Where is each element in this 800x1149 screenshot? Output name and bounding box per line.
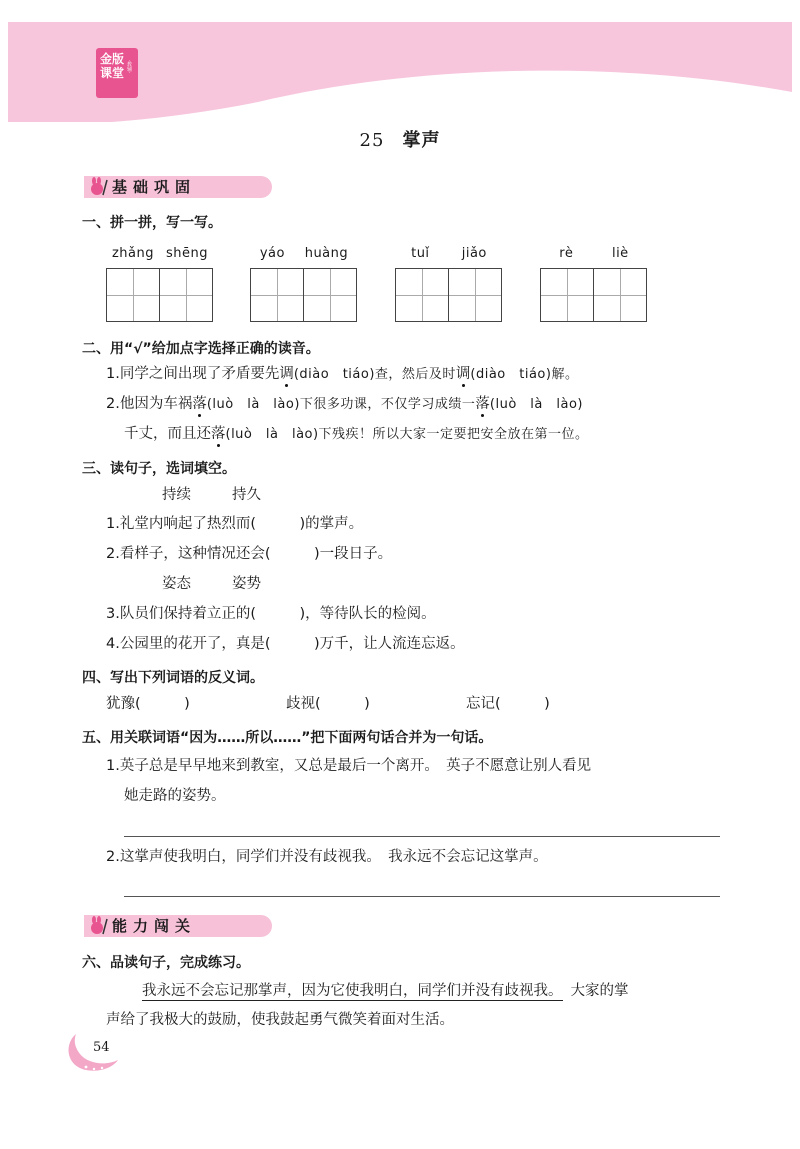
question-5-sentence-1-line-1: 1.英子总是早早地来到教室，又总是最后一个离开。 英子不愿意让别人看见 xyxy=(106,758,592,774)
writing-grid-3[interactable] xyxy=(395,268,502,322)
dotted-char: 落 xyxy=(211,426,226,442)
question-2-item-2: 2.他因为车祸落(luò là lào)下很多功课，不仅学习成绩一落(luò là lào) xyxy=(106,396,583,412)
question-4-prompt: 四、写出下列词语的反义词。 xyxy=(82,670,264,686)
writing-cell[interactable] xyxy=(106,268,160,322)
pinyin-group-4: rè liè xyxy=(559,246,629,261)
question-3-sentence-1: 1.礼堂内响起了热烈而( )的掌声。 xyxy=(106,516,364,532)
publisher-logo: 金版 课堂 ·教辅· xyxy=(96,48,138,98)
dotted-char: 调 xyxy=(279,366,294,382)
pinyin-group-3: tuǐ jiǎo xyxy=(411,246,487,261)
dotted-char: 调 xyxy=(455,366,471,382)
word-choice-2b: 姿势 xyxy=(232,576,261,592)
lesson-name: 掌声 xyxy=(402,130,441,151)
writing-cell[interactable] xyxy=(395,268,449,322)
question-2-item-2-continued: 千丈，而且还落(luò là lào)下残疾！所以大家一定要把安全放在第一位。 xyxy=(124,426,589,442)
question-3-prompt: 三、读句子，选词填空。 xyxy=(82,461,236,477)
rabbit-pencil-icon xyxy=(88,177,108,197)
dotted-char: 落 xyxy=(475,396,490,412)
section-header-basics: 基础巩固 xyxy=(84,176,272,198)
question-3-sentence-4: 4.公园里的花开了，真是( )万千，让人流连忘返。 xyxy=(106,636,465,652)
word-choice-1b: 持久 xyxy=(232,487,261,503)
question-5-sentence-1-line-2: 她走路的姿势。 xyxy=(124,788,226,804)
antonym-blank-1[interactable]: 犹豫( ) xyxy=(106,696,190,712)
answer-line-2[interactable] xyxy=(124,896,720,897)
writing-grid-2[interactable] xyxy=(250,268,357,322)
writing-cell[interactable] xyxy=(540,268,594,322)
section-header-ability: 能力闯关 xyxy=(84,915,272,937)
question-5-sentence-2: 2.这掌声使我明白，同学们并没有歧视我。 我永远不会忘记这掌声。 xyxy=(106,849,548,865)
lesson-number: 25 xyxy=(359,130,385,151)
pinyin-group-1: zhǎng shēng xyxy=(111,246,208,261)
question-2-item-1: 1.同学之间出现了矛盾要先调(diào tiáo)查，然后及时调(diào tiáo)解。 xyxy=(106,366,579,382)
writing-cell[interactable] xyxy=(303,268,357,322)
dotted-char: 落 xyxy=(192,396,207,412)
antonym-blank-2[interactable]: 歧视( ) xyxy=(286,696,370,712)
word-choice-2a: 姿态 xyxy=(162,576,191,592)
moon-page-badge xyxy=(62,1030,122,1074)
rabbit-pencil-icon xyxy=(88,916,108,936)
question-3-sentence-3: 3.队员们保持着立正的( )，等待队长的检阅。 xyxy=(106,606,436,622)
pinyin-group-2: yáo huàng xyxy=(259,246,349,261)
question-6-prompt: 六、品读句子，完成练习。 xyxy=(82,955,250,971)
lesson-title xyxy=(0,126,800,152)
question-1-prompt: 一、拼一拼，写一写。 xyxy=(82,215,222,231)
question-5-prompt: 五、用关联词语“因为……所以……”把下面两句话合并为一句话。 xyxy=(82,730,493,746)
word-choice-1a: 持续 xyxy=(162,487,191,503)
writing-cell[interactable] xyxy=(159,268,213,322)
question-2-prompt: 二、用“√”给加点字选择正确的读音。 xyxy=(82,341,320,357)
answer-line-1[interactable] xyxy=(124,836,720,837)
writing-cell[interactable] xyxy=(593,268,647,322)
writing-grid-1[interactable] xyxy=(106,268,213,322)
underlined-sentence: 我永远不会忘记那掌声，因为它使我明白，同学们并没有歧视我。 xyxy=(142,983,563,999)
page-number: 54 xyxy=(93,1040,110,1055)
writing-grid-4[interactable] xyxy=(540,268,647,322)
question-3-sentence-2: 2.看样子，这种情况还会( )一段日子。 xyxy=(106,546,393,562)
antonym-blank-3[interactable]: 忘记( ) xyxy=(466,696,550,712)
writing-cell[interactable] xyxy=(448,268,502,322)
writing-cell[interactable] xyxy=(250,268,304,322)
reading-passage-line-2: 声给了我极大的鼓励，使我鼓起勇气微笑着面对生活。 xyxy=(106,1012,454,1028)
reading-passage-line-1: 我永远不会忘记那掌声，因为它使我明白，同学们并没有歧视我。 大家的掌 xyxy=(142,983,629,999)
